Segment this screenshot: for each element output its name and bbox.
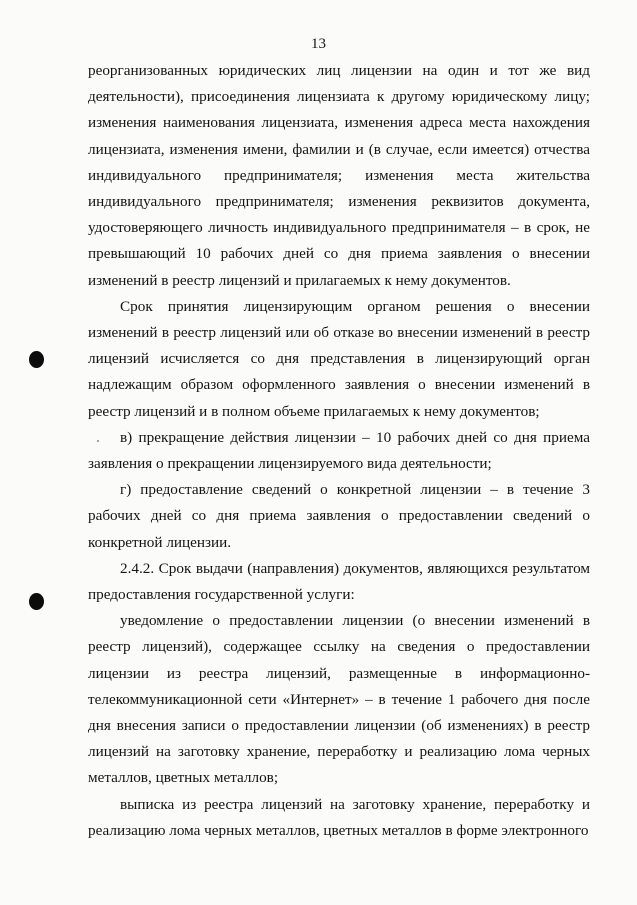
punch-hole-mark <box>29 351 44 368</box>
paragraph-extract: выписка из реестра лицензий на заготовку хранение, переработку и реализацию лома черных металлов, цветных металлов в форме электронного <box>88 795 590 839</box>
paragraph-section-2-4-2: 2.4.2. Срок выдачи (направления) документов, являющихся результатом предоставления государственной услуги: <box>88 559 590 604</box>
paragraph-notification: уведомление о предоставлении лицензии (о внесении изменений в реестр лицензий), содержащее ссылку на сведения о предоставлении лицензии из реестра лицензий, размещенные в информационно-телекоммуникационной сети «Интернет» – в течение 1 рабочего дня после дня внесения записи о предоставлении лицензии (об изменениях) в реестр лицензий на заготовку хранение, переработку и реализацию лома черных металлов, цветных металлов; <box>88 612 590 787</box>
paragraph-continuation: реорганизованных юридических лиц лицензии на один и тот же вид деятельности), присоединения лицензиата к другому юридическому лицу; изменения наименования лицензиата, изменения адреса места нахождения лицензиата, изменения имени, фамилии и (в случае, если имеется) отчества индивидуального предпринимателя; изменения места жительства индивидуального предпринимателя; изменения реквизитов документа, удостоверяющего личность индивидуального предпринимателя – в срок, не превышающий 10 рабочих дней со дня приема заявления о внесении изменений в реестр лицензий и прилагаемых к нему документов. <box>88 62 590 289</box>
paragraph-item-g: г) предоставление сведений о конкретной лицензии – в течение 3 рабочих дней со дня приема заявления о предоставлении сведений о конкретной лицензии. <box>88 481 590 551</box>
page-number: 13 <box>311 36 326 52</box>
punch-hole-mark <box>29 593 44 610</box>
paragraph-decision-term: Срок принятия лицензирующим органом решения о внесении изменений в реестр лицензий или об отказе во внесении изменений в реестр лицензий исчисляется со дня представления в лицензирующий орган надлежащим образом оформленного заявления о внесении изменений в реестр лицензий и в полном объеме прилагаемых к нему документов; <box>88 297 590 420</box>
document-body <box>88 58 590 844</box>
paragraph-item-v: в) прекращение действия лицензии – 10 рабочих дней со дня приема заявления о прекращении лицензируемого вида деятельности; <box>88 428 590 473</box>
